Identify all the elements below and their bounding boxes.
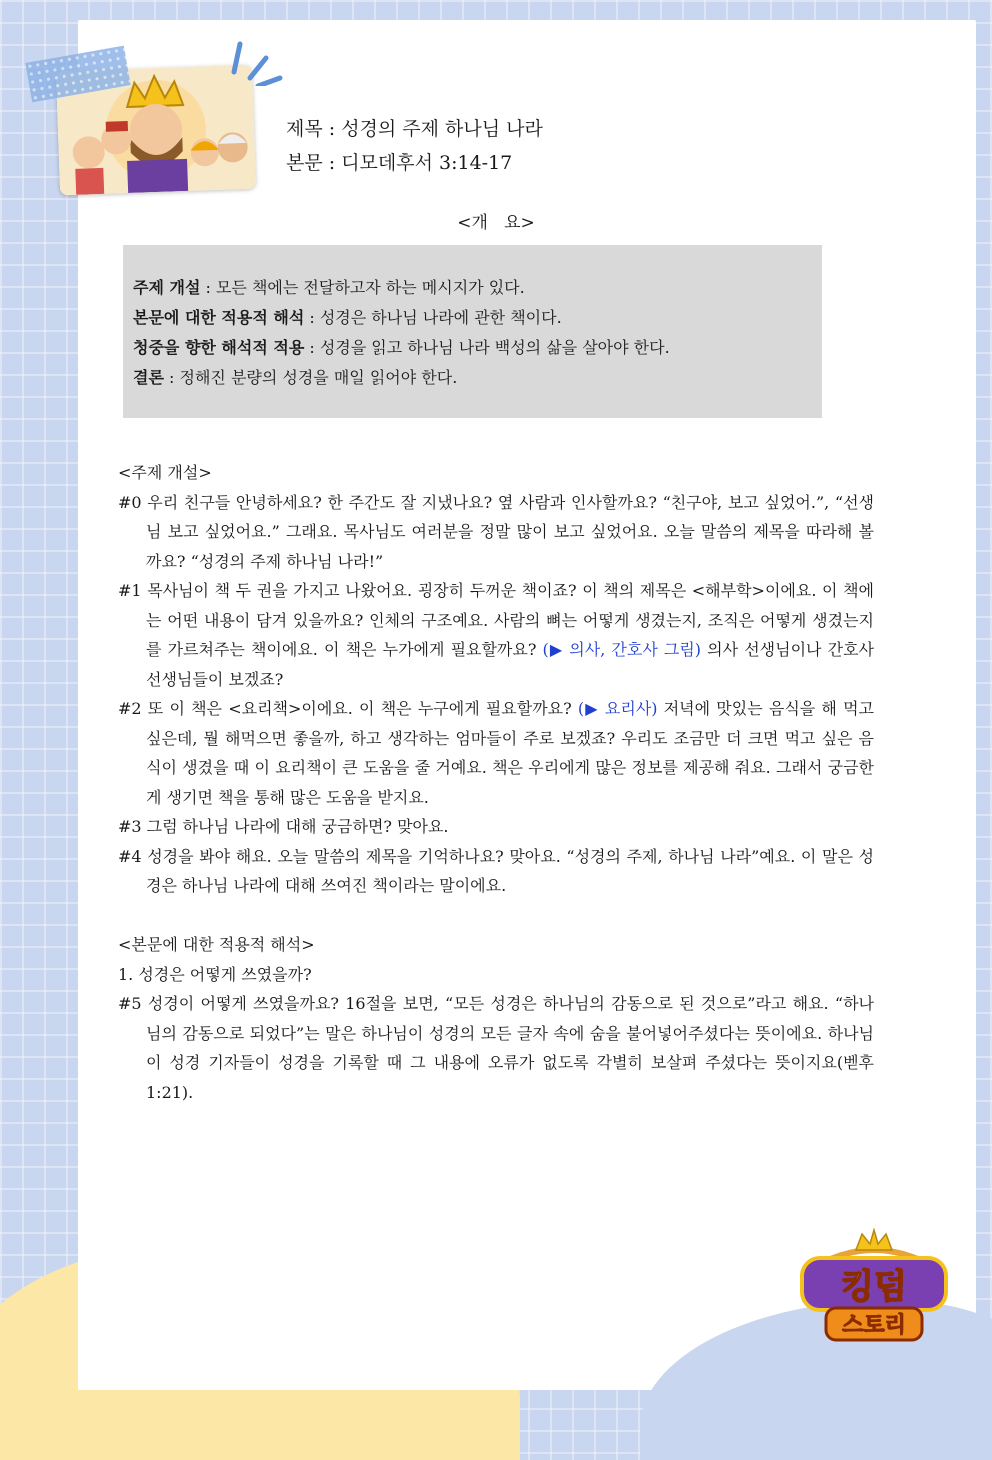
sermon-meta <box>286 112 543 180</box>
logo-line-1: 킹덤 <box>841 1267 907 1307</box>
paragraph-0: #0 우리 친구들 안녕하세요? 한 주간도 잘 지냈나요? 옆 사람과 인사할까요? “친구야, 보고 싶었어.”, “선생님 보고 싶었어요.” 그래요. 목사님도 여러분을 정말 많이 보고 싶었어요. 오늘 말씀의 제목을 따라해 볼까요? “성경의 주제 하나님 나라!” <box>118 492 874 571</box>
slide-cue: (▶ 의사, 간호사 그림) <box>542 640 702 659</box>
overview-item <box>133 363 812 393</box>
kingdom-story-logo <box>786 1228 962 1348</box>
overview-item-text: : 모든 책에는 전달하고자 하는 메시지가 있다. <box>200 278 525 297</box>
overview-item-text: : 성경은 하나님 나라에 관한 책이다. <box>304 308 562 327</box>
overview-item-text: : 성경을 읽고 하나님 나라 백성의 삶을 살아야 한다. <box>304 338 670 357</box>
overview-item-label: 청중을 향한 해석적 적용 <box>133 338 305 357</box>
section-heading-topic: <주제 개설> <box>118 463 212 482</box>
paragraph-5: #5 성경이 어떻게 쓰였을까요? 16절을 보면, “모든 성경은 하나님의 감동으로 된 것으로”라고 해요. “하나님의 감동으로 되었다”는 말은 하나님이 성경의 모든 글자 속에 숨을 불어넣어주셨다는 뜻이에요. 하나님이 성경 기자들이 성경을 기록할 때 그 내용에 오류가 없도록 각별히 보살펴 주셨다는 뜻이지요(벧후 1:21). <box>118 994 874 1102</box>
paragraph-3: #3 그럼 하나님 나라에 대해 궁금하면? 맞아요. <box>118 817 449 836</box>
accent-rays-icon <box>226 36 286 86</box>
spacer <box>118 901 874 931</box>
sermon-title: 제목 : 성경의 주제 하나님 나라 <box>286 118 543 140</box>
torn-paper-edge <box>78 0 976 40</box>
overview-item-label: 결론 <box>133 368 164 387</box>
paragraph-text: #1 목사님이 책 두 권을 가지고 나왔어요. 굉장히 두꺼운 책이죠? 이 책의 제목은 <해부학>이에요. 이 책에는 어떤 내용이 담겨 있을까요? 인체의 구조예요. 사람의 뼈는 어떻게 생겼는지, 조직은 어떻게 생겼는지를 가르쳐주는 책이에요. 이 책은 누가에게 필요할까요? <box>118 581 874 659</box>
overview-summary-box <box>123 245 822 418</box>
overview-item-text: : 정해진 분량의 성경을 매일 읽어야 한다. <box>163 368 458 387</box>
paragraph-text: 저녁에 맛있는 음식을 해 먹고 싶은데, 뭘 해먹으면 좋을까, 하고 생각하는 엄마들이 주로 보겠죠? 우리도 조금만 더 크면 먹고 싶은 음식이 생겼을 때 이 요리책이 큰 도움을 줄 거예요. 책은 우리에게 많은 정보를 제공해 줘요. 그래서 궁금한 게 생기면 책을 통해 많은 도움을 받지요. <box>146 699 874 807</box>
overview-item <box>133 273 812 303</box>
section-heading-interpretation: <본문에 대한 적용적 해석> <box>118 935 315 954</box>
overview-item-label: 본문에 대한 적용적 해석 <box>133 308 305 327</box>
sermon-text-reference: 본문 : 디모데후서 3:14-17 <box>286 152 513 174</box>
paragraph-2 <box>118 694 874 812</box>
slide-cue: (▶ 요리사) <box>577 699 658 718</box>
overview-item <box>133 333 812 363</box>
paragraph-text: 의사 선생님이나 간호사 선생님들이 보겠죠? <box>146 640 874 689</box>
sermon-body <box>118 458 874 1107</box>
overview-heading: <개 요> <box>457 213 535 233</box>
logo-line-2: 스토리 <box>842 1313 906 1338</box>
subheading-1: 1. 성경은 어떻게 쓰였을까? <box>118 964 312 984</box>
overview-item-label: 주제 개설 <box>133 278 201 297</box>
paragraph-text: #2 또 이 책은 <요리책>이에요. 이 책은 누구에게 필요할까요? <box>118 699 578 718</box>
overview-item <box>133 303 812 333</box>
paragraph-4: #4 성경을 봐야 해요. 오늘 말씀의 제목을 기억하나요? 맞아요. “성경의 주제, 하나님 나라”예요. 이 말은 성경은 하나님 나라에 대해 쓰여진 책이라는 말이에요. <box>118 846 874 895</box>
paragraph-1 <box>118 576 874 694</box>
